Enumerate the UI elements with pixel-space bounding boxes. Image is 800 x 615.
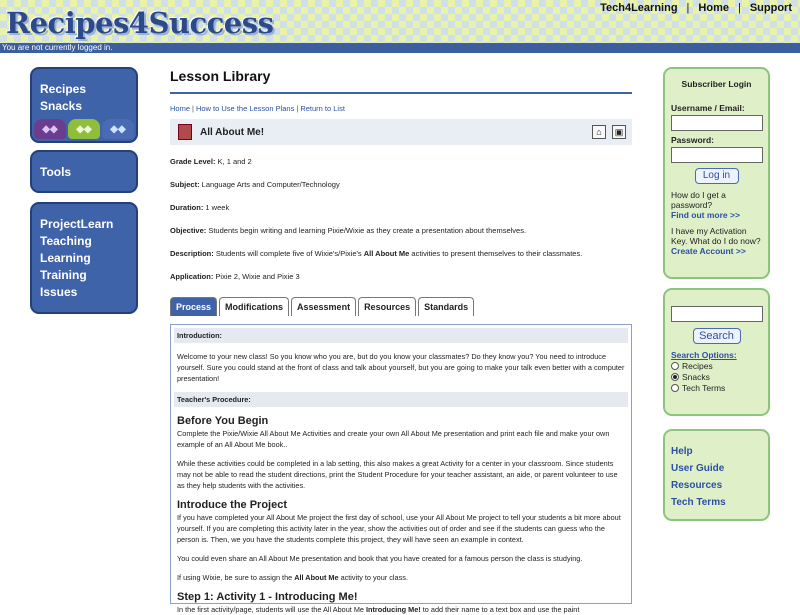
intro-text: Welcome to your new class! So you know who you are, but do you know your classmates? Do they know you? You need to introduce yourself. Sure you could stand at the front of class and talk about yourself, but you are going to make your talk even better with a computer presentation! bbox=[177, 352, 625, 383]
radio-snacks[interactable] bbox=[671, 373, 679, 381]
activation-text: I have my Activation Key. What do I do now? bbox=[671, 226, 761, 246]
field-duration: Duration: 1 week bbox=[170, 203, 230, 212]
field-objective: Objective: Students begin writing and learning Pixie/Wixie as they create a presentation about themselves. bbox=[170, 226, 527, 235]
diamond-tab-purple[interactable]: ◆◆ bbox=[34, 119, 66, 139]
diamond-tab-blue[interactable]: ◆◆ bbox=[102, 119, 134, 139]
process-panel bbox=[170, 324, 632, 614]
find-out-more-link[interactable]: Find out more >> bbox=[671, 210, 740, 220]
nav-color-tabs bbox=[32, 119, 136, 141]
heading-introduce-project: Introduce the Project bbox=[177, 499, 288, 511]
crumb-home[interactable]: Home bbox=[170, 104, 191, 113]
login-button[interactable]: Log in bbox=[695, 168, 739, 184]
nav-box-tools bbox=[30, 150, 138, 193]
nav-home[interactable]: Home bbox=[698, 2, 729, 14]
create-account-link[interactable]: Create Account >> bbox=[671, 246, 746, 256]
radio-tech-terms[interactable] bbox=[671, 384, 679, 392]
username-label: Username / Email: bbox=[671, 103, 745, 113]
nav-box-recipes bbox=[30, 67, 138, 143]
before-text-1: Complete the Pixie/Wixie All About Me Activities and create your own All About Me presentation and print each file and make your own example of an All About Me book.. bbox=[177, 429, 610, 449]
home-icon[interactable]: ⌂ bbox=[592, 125, 606, 139]
login-heading: Subscriber Login bbox=[681, 79, 752, 89]
option-recipes[interactable]: Recipes bbox=[671, 361, 762, 371]
help-panel bbox=[663, 429, 770, 521]
step1-text: In the first activity/page, students will use the All About Me Introducing Me! to add their name to a text box and use the paint bbox=[177, 605, 580, 614]
help-link[interactable]: Help bbox=[671, 446, 693, 457]
nav-learning[interactable]: Learning bbox=[40, 251, 91, 265]
tab-modifications[interactable]: Modifications bbox=[219, 297, 289, 316]
field-description: Description: Students will complete five of Wixie's/Pixie's All About Me activities to present themselves to their classmates. bbox=[170, 249, 583, 258]
diamond-tab-green[interactable]: ◆◆ bbox=[68, 119, 100, 139]
option-tech-terms[interactable]: Tech Terms bbox=[671, 383, 762, 393]
resources-link[interactable]: Resources bbox=[671, 480, 723, 491]
save-icon[interactable]: ▣ bbox=[612, 125, 626, 139]
introduce-text-1: If you have completed your All About Me project the first day of school, use your All About Me project to tell your students a bit more about yourself. If you are completing this activity later in the year, show the activities out of order and see if the students can guess who the person is. Then, we you have the students complete this project, they will have seen an example in context. bbox=[177, 513, 621, 544]
page-title: Lesson Library bbox=[170, 68, 632, 94]
password-label: Password: bbox=[671, 135, 714, 145]
heading-step-1: Step 1: Activity 1 - Introducing Me! bbox=[177, 591, 358, 603]
intro-header: Introduction: bbox=[174, 328, 628, 343]
nav-recipes[interactable]: Recipes bbox=[40, 82, 87, 96]
field-subject: Subject: Language Arts and Computer/Technology bbox=[170, 180, 340, 189]
wixie-text: If using Wixie, be sure to assign the All About Me activity to your class. bbox=[177, 573, 408, 582]
main-content bbox=[170, 68, 632, 283]
crumb-return-to-list[interactable]: Return to List bbox=[300, 104, 345, 113]
breadcrumb: Home | How to Use the Lesson Plans | Return to List bbox=[170, 104, 345, 113]
search-options-heading: Search Options: bbox=[671, 350, 737, 360]
book-icon bbox=[178, 124, 192, 140]
forgot-password-text: How do I get a password? bbox=[671, 190, 726, 210]
tab-process[interactable]: Process bbox=[170, 297, 217, 316]
site-logo[interactable]: Recipes4Success bbox=[6, 6, 274, 40]
field-application: Application: Pixie 2, Wixie and Pixie 3 bbox=[170, 272, 300, 281]
procedure-header: Teacher's Procedure: bbox=[174, 392, 628, 407]
tab-resources[interactable]: Resources bbox=[358, 297, 416, 316]
tab-standards[interactable]: Standards bbox=[418, 297, 474, 316]
radio-recipes[interactable] bbox=[671, 362, 679, 370]
nav-issues[interactable]: Issues bbox=[40, 285, 78, 299]
nav-support[interactable]: Support bbox=[749, 2, 792, 14]
nav-tools[interactable]: Tools bbox=[40, 165, 72, 179]
nav-box-projectlearn bbox=[30, 202, 138, 314]
field-grade-level: Grade Level: K, 1 and 2 bbox=[170, 157, 252, 166]
nav-teaching[interactable]: Teaching bbox=[40, 234, 92, 248]
crumb-how-to-use[interactable]: How to Use the Lesson Plans bbox=[195, 104, 295, 113]
heading-before-you-begin: Before You Begin bbox=[177, 415, 269, 427]
nav-projectlearn[interactable]: ProjectLearn bbox=[40, 217, 114, 231]
username-input[interactable] bbox=[671, 115, 763, 131]
nav-tech4learning[interactable]: Tech4Learning bbox=[600, 2, 678, 14]
top-nav: Tech4Learning | Home | Support bbox=[600, 2, 792, 14]
search-button[interactable]: Search bbox=[693, 328, 741, 344]
nav-snacks[interactable]: Snacks bbox=[40, 99, 83, 113]
lesson-tabs bbox=[170, 297, 474, 316]
tech-terms-link[interactable]: Tech Terms bbox=[671, 497, 726, 508]
nav-training[interactable]: Training bbox=[40, 268, 87, 282]
before-text-2: While these activities could be completed in a lab setting, this also makes a great Activity for a center in your classroom. Since students may not be able to read the student directions, print the Student Procedure for your teacher assistant, an aide, or parent volunteer to use as they help students with the activities. bbox=[177, 459, 618, 490]
password-input[interactable] bbox=[671, 147, 763, 163]
tab-assessment[interactable]: Assessment bbox=[291, 297, 356, 316]
lesson-header bbox=[170, 119, 632, 145]
search-input[interactable] bbox=[671, 306, 763, 322]
login-status: You are not currently logged in. bbox=[0, 43, 800, 53]
subscriber-login-panel bbox=[663, 67, 770, 279]
introduce-text-2: You could even share an All About Me presentation and book that you have created for a famous person the class is studying. bbox=[177, 554, 583, 563]
search-panel bbox=[663, 288, 770, 416]
user-guide-link[interactable]: User Guide bbox=[671, 463, 725, 474]
lesson-title: All About Me! bbox=[200, 126, 265, 138]
option-snacks[interactable]: Snacks bbox=[671, 372, 762, 382]
